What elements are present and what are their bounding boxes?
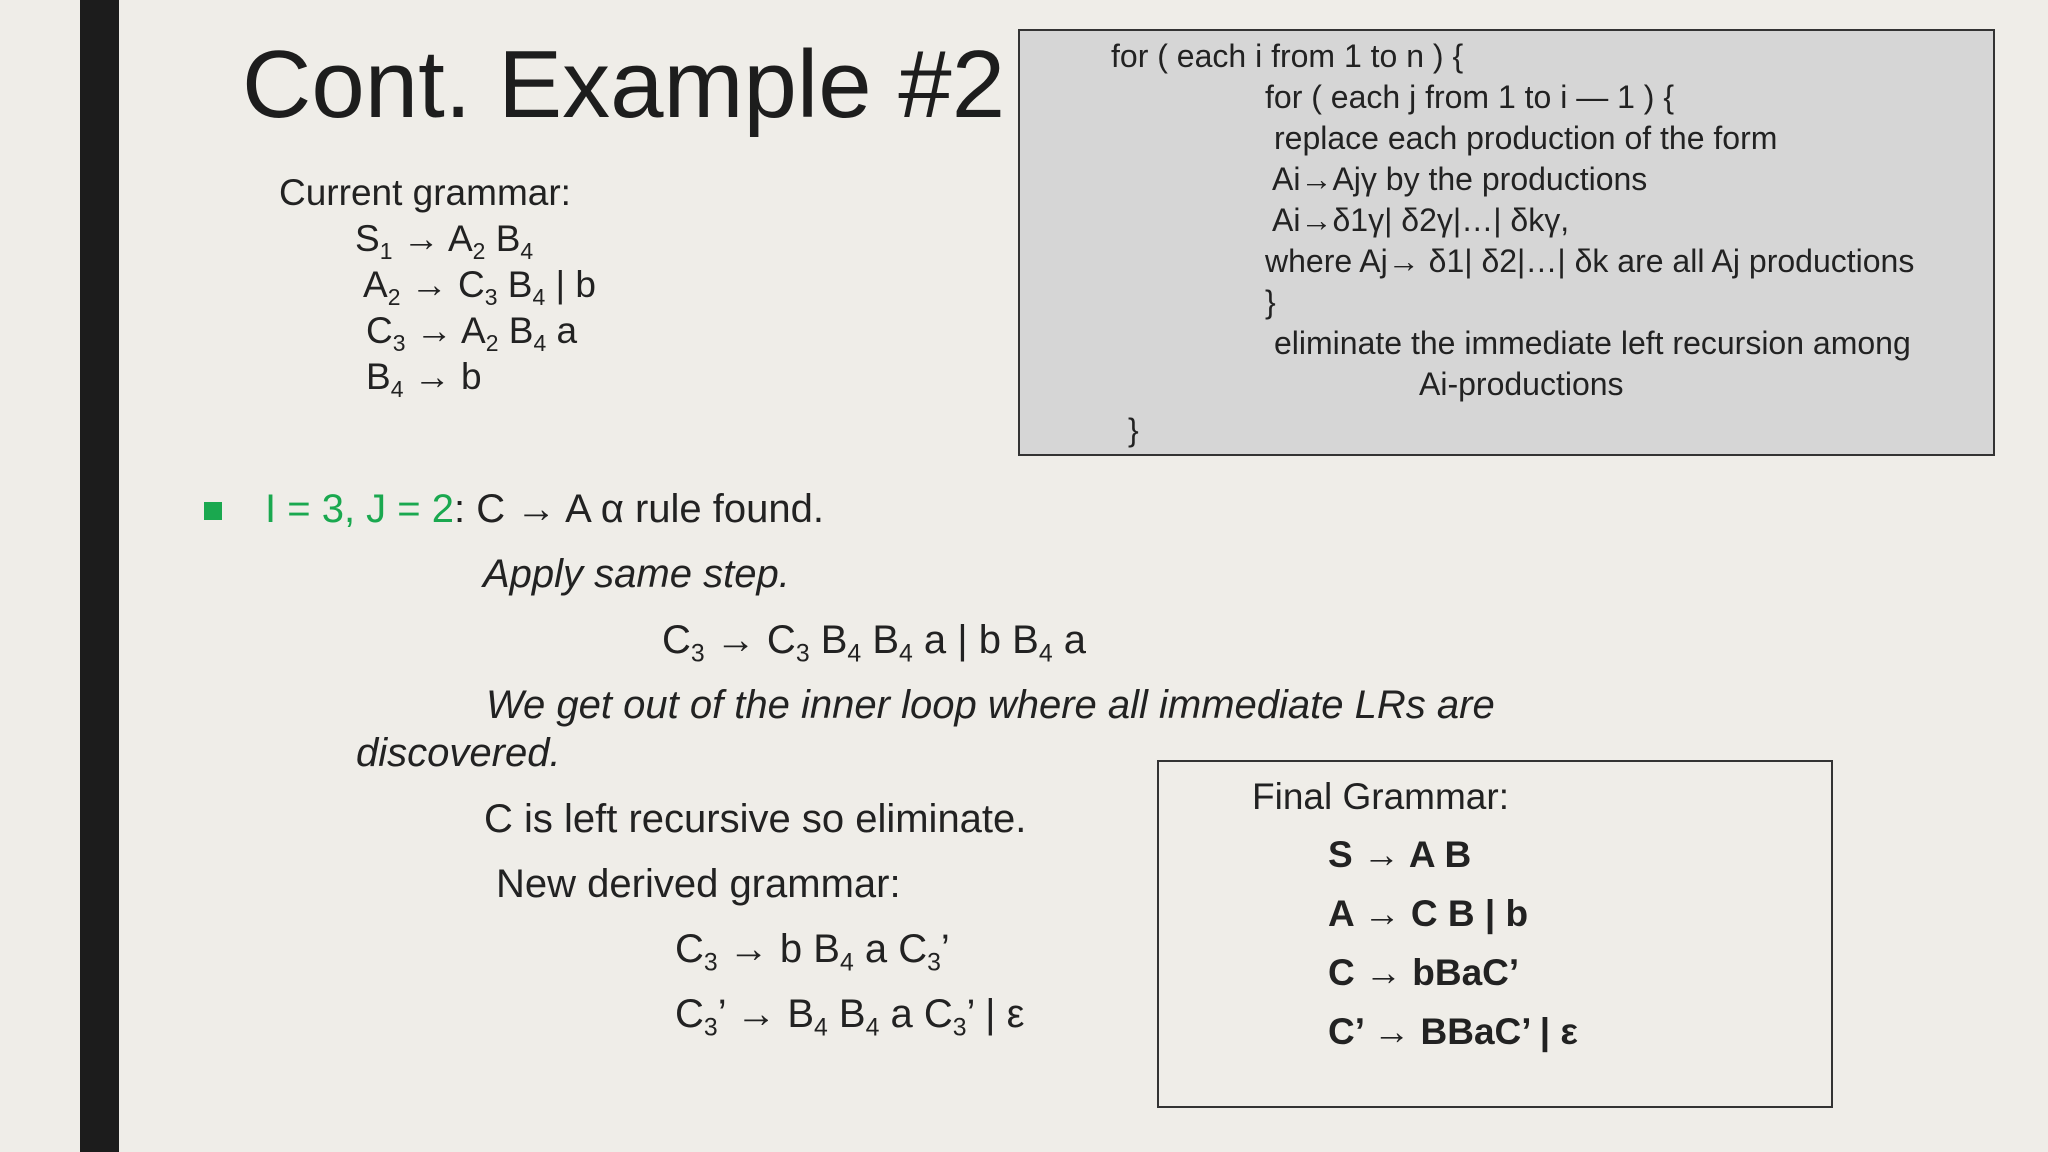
rule-part: → b B [717, 927, 840, 971]
rule-part: B [809, 618, 848, 662]
new-rule-1 [675, 925, 950, 977]
grammar-rule-a [363, 262, 596, 311]
derived-rule [662, 616, 1086, 668]
rule-symbol-sub: 2 [485, 330, 499, 357]
rule-symbol-sub: 4 [839, 949, 854, 977]
rule-symbol-sub: 4 [1038, 640, 1053, 668]
rule-symbol-sub: 3 [703, 949, 718, 977]
rule-symbol-sub: 3 [927, 949, 941, 977]
algorithm-line: replace each production of the form [1274, 120, 1778, 156]
new-grammar-heading: New derived grammar: [496, 862, 901, 906]
rule-symbol-sub: 3 [690, 640, 705, 668]
rule-symbol: C [662, 618, 691, 662]
grammar-rule-b [366, 354, 482, 403]
final-grammar-box [1157, 760, 1833, 1108]
rule-symbol-sub: 4 [533, 330, 547, 357]
rule-symbol-sub: 3 [952, 1014, 967, 1042]
rule-symbol: A [461, 310, 486, 351]
rule-part: C [675, 927, 704, 971]
rule-symbol-sub: 4 [865, 1014, 880, 1042]
rule-lhs-sub: 2 [387, 284, 401, 311]
rule-part: a | b B [912, 618, 1039, 662]
rule-symbol-sub: 4 [814, 1014, 828, 1042]
final-rule-s: S → A B [1328, 834, 1472, 875]
new-rule-2 [675, 990, 1025, 1042]
algorithm-line: } [1265, 284, 1276, 320]
bullet-square-icon [204, 502, 222, 520]
algorithm-line: } [1128, 412, 1139, 448]
rule-part: B [827, 992, 866, 1036]
rule-symbol-sub: 4 [520, 238, 534, 265]
algorithm-line: where Aj→ δ1| δ2|…| δk are all Aj productions [1265, 243, 1915, 279]
final-grammar-heading: Final Grammar: [1252, 776, 1509, 817]
final-rule-c-prime: C’ → BBaC’ | ε [1328, 1011, 1578, 1052]
rule-symbol-sub: 4 [899, 640, 913, 668]
bullet-highlight: I = 3, J = 2 [265, 487, 455, 531]
rule-lhs: C [366, 310, 393, 351]
rule-part: ’ | ε [966, 992, 1025, 1036]
rule-arrow: → b [403, 356, 482, 397]
rule-part: a C [853, 927, 928, 971]
bullet-text [265, 485, 824, 533]
algorithm-line: Ai→δ1γ| δ2γ|…| δkγ, [1272, 202, 1570, 238]
algorithm-line: for ( each j from 1 to i — 1 ) { [1265, 79, 1675, 115]
rule-part: → C [704, 618, 796, 662]
rule-part: a [1052, 618, 1086, 662]
rule-symbol-sub: 3 [484, 284, 498, 311]
rule-lhs-sub: 1 [379, 238, 393, 265]
rule-symbol: A [447, 218, 473, 259]
rule-part: ’ [940, 927, 950, 971]
rule-lhs-sub: 3 [392, 330, 406, 357]
rule-part: a C [879, 992, 953, 1036]
algorithm-line: eliminate the immediate left recursion among [1274, 325, 1911, 361]
rule-arrow: → [400, 264, 459, 305]
rule-part: C [675, 992, 704, 1036]
grammar-rule-c [366, 308, 578, 357]
rule-rest: | b [545, 264, 596, 305]
left-accent-bar [80, 0, 119, 1152]
rule-arrow: → [405, 310, 462, 351]
inner-loop-text-line-2: discovered. [356, 731, 561, 775]
rule-symbol: B [485, 218, 521, 259]
slide-title: Cont. Example #2 [242, 31, 1006, 138]
rule-arrow: → [392, 218, 448, 259]
rule-lhs: A [363, 264, 388, 305]
apply-step-text: Apply same step. [483, 552, 790, 596]
final-rule-a: A → C B | b [1328, 893, 1529, 934]
rule-lhs-sub: 4 [390, 376, 404, 403]
rule-part: ’ → B [717, 992, 814, 1036]
algorithm-line: for ( each i from 1 to n ) { [1111, 38, 1464, 74]
rule-symbol-sub: 2 [472, 238, 486, 265]
rule-rest: a [546, 310, 578, 351]
rule-lhs: S [355, 218, 380, 259]
algorithm-line: Ai→Ajγ by the productions [1272, 161, 1648, 197]
rule-symbol: C [458, 264, 485, 305]
bullet-rest: : C → A α rule found. [454, 487, 824, 531]
final-rule-c: C → bBaC’ [1328, 952, 1520, 993]
rule-symbol-sub: 3 [795, 640, 810, 668]
rule-symbol-sub: 3 [703, 1014, 718, 1042]
grammar-rule-s [355, 216, 534, 265]
algorithm-line: Ai-productions [1419, 366, 1624, 402]
inner-loop-text-line-1: We get out of the inner loop where all immediate LRs are [486, 683, 1495, 727]
left-recursive-text: C is left recursive so eliminate. [484, 797, 1027, 841]
rule-symbol-sub: 4 [847, 640, 862, 668]
rule-symbol-sub: 4 [532, 284, 546, 311]
rule-part: B [861, 618, 899, 662]
rule-lhs: B [366, 356, 391, 397]
rule-symbol: B [498, 310, 534, 351]
rule-symbol: B [497, 264, 533, 305]
algorithm-box [1018, 29, 1995, 456]
current-grammar-heading: Current grammar: [279, 172, 571, 213]
